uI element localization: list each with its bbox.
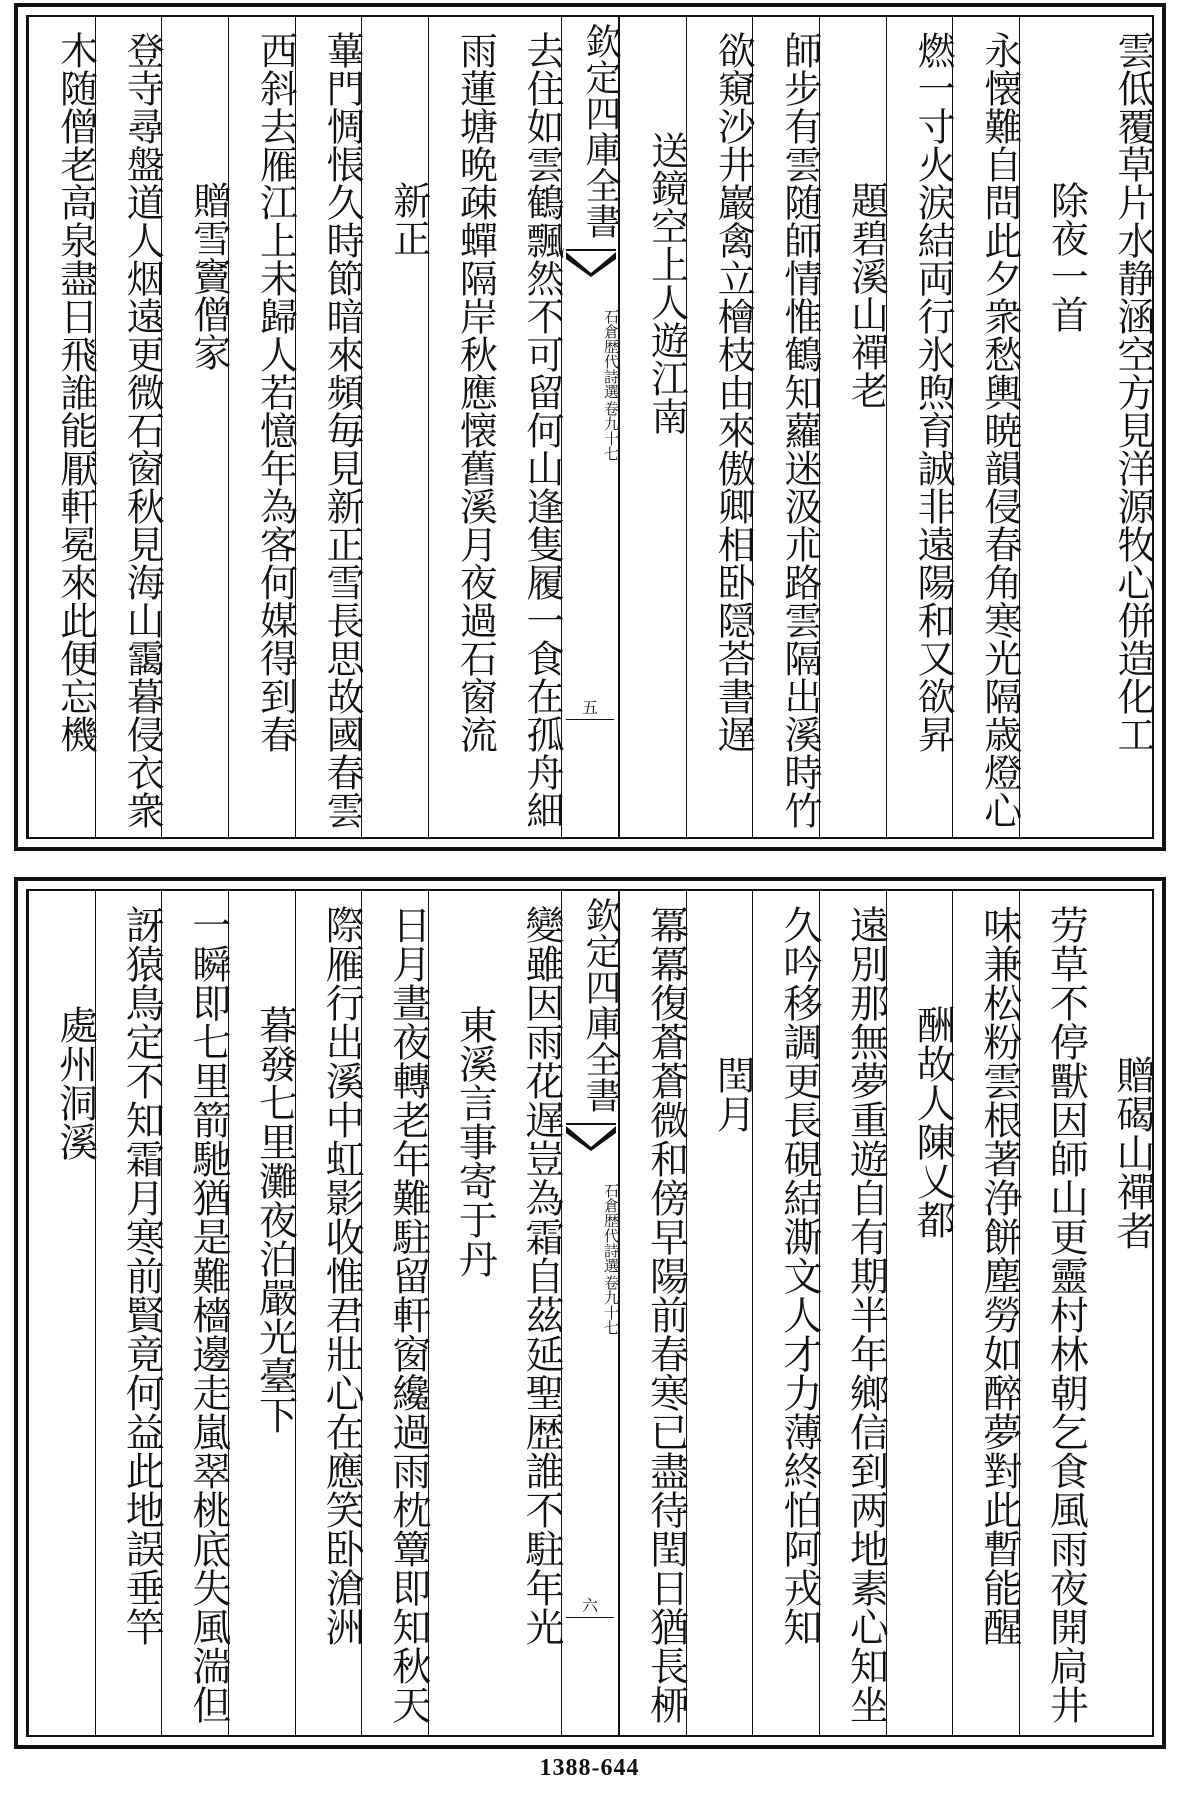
poem-line: 際雁行出溪中虹影收惟君壯心在應笑卧滄洲 <box>319 905 365 1646</box>
text-column <box>228 891 298 1735</box>
text-column <box>28 891 98 1735</box>
poem-title: 處州洞溪 <box>52 1005 98 1161</box>
text-column <box>1019 891 1089 1735</box>
text-column <box>819 17 889 837</box>
text-column <box>619 891 689 1735</box>
text-column <box>161 17 231 837</box>
bottom-page-frame <box>26 889 1154 1737</box>
book-title: 欽定四庫全書 <box>580 23 621 239</box>
poem-line: 久吟移調更長硯結澌文人才力薄終怕阿戎知 <box>776 905 822 1646</box>
top-page-frame <box>26 15 1154 839</box>
text-column <box>95 891 165 1735</box>
poem-title: 閏月 <box>710 1055 756 1133</box>
fishtail-ornament-icon <box>566 249 616 277</box>
poem-line: 永懐難自問此夕衆愁輿暁韻侵春角寒光隔歳燈心 <box>977 31 1022 829</box>
poem-line: 蓽門惆悵久時節暗來頻毎見新正雪長思故國春雲 <box>320 31 365 829</box>
text-column <box>428 17 498 837</box>
text-column <box>886 17 956 837</box>
poem-title: 贈碣山禪者 <box>1110 1055 1155 1250</box>
text-column <box>228 17 298 837</box>
poem-title: 題碧溪山禪老 <box>844 181 889 409</box>
poem-title: 新正 <box>386 181 431 257</box>
poem-title: 東溪言事寄于丹 <box>452 1005 498 1278</box>
text-column <box>952 891 1022 1735</box>
text-column <box>1085 17 1155 837</box>
text-column <box>1019 17 1089 837</box>
text-column <box>428 891 498 1735</box>
fishtail-ornament-icon <box>566 1123 616 1151</box>
collection-name: 石倉歴代詩選 <box>602 1183 620 1273</box>
text-column <box>295 891 365 1735</box>
poem-line: 遠別那無夢重遊自有期半年鄉信到两地素心知坐 <box>843 905 889 1724</box>
poem-line: 西斜去雁江上未歸人若憶年為客何媒得到春 <box>253 31 298 753</box>
poem-line: 味兼松粉雲根著浄餅塵勞如醉夢對此暫能醒 <box>976 905 1022 1646</box>
collection-name: 石倉歴代詩選 <box>602 309 620 399</box>
center-fold-column <box>561 891 619 1735</box>
poem-line: 木随僧老高泉盡日飛誰能厭軒冕來此便忘機 <box>53 31 98 753</box>
text-column <box>95 17 165 837</box>
poem-line: 登寺尋盤道人烟遠更微石窗秋見海山靄暮侵衣衆 <box>120 31 165 829</box>
text-column <box>295 17 365 837</box>
bottom-page <box>14 877 1166 1749</box>
poem-title: 暮發七里灘夜泊嚴光臺下 <box>252 1005 298 1434</box>
poem-line: 冪冪復蒼蒼微和傍早陽前春寒已盡待閏日猶長桺 <box>643 905 689 1724</box>
poem-title: 送鏡空上人遊江南 <box>644 131 689 435</box>
text-column <box>752 17 822 837</box>
text-column <box>819 891 889 1735</box>
text-column <box>494 891 564 1735</box>
text-column <box>1085 891 1155 1735</box>
text-column <box>28 17 98 837</box>
text-column <box>686 17 756 837</box>
text-column <box>886 891 956 1735</box>
text-column <box>494 17 564 837</box>
text-column <box>361 891 431 1735</box>
text-column <box>161 891 231 1735</box>
leaf-number: 六 <box>581 1596 598 1615</box>
poem-line: 雨蓮塘晩疎蟬隔岸秋應懐舊溪月夜過石窗流 <box>453 31 498 753</box>
poem-line: 去住如雲鶴飄然不可留何山逢隻履一食在孤舟細 <box>520 31 564 829</box>
poem-line: 雲低覆草片水静涵空方見洋源牧心併造化工 <box>1111 31 1155 753</box>
center-rule <box>566 1617 614 1618</box>
center-rule <box>566 719 614 720</box>
volume-number: 卷九十七 <box>602 1275 620 1335</box>
poem-line: 燃一寸火涙結両行氷煦育誠非遠陽和又欲昇 <box>911 31 956 753</box>
poem-title: 贈雪竇僧家 <box>186 181 231 371</box>
text-column <box>619 17 689 837</box>
book-subtitle <box>562 1183 618 1335</box>
page-footer-number: 1388-644 <box>539 1755 640 1781</box>
poem-title: 酬故人陳乂都 <box>910 1005 956 1239</box>
text-column <box>952 17 1022 837</box>
book-subtitle <box>562 309 618 461</box>
poem-line: 變雖因雨花遅豈為霜自茲延聖歴誰不駐年光 <box>519 905 564 1646</box>
text-column <box>361 17 431 837</box>
text-column <box>686 891 756 1735</box>
poem-line: 師步有雲随師情惟鶴知蘿迷汲朮路雲隔出溪時竹 <box>777 31 822 829</box>
text-column <box>752 891 822 1735</box>
center-fold-column <box>561 17 619 837</box>
poem-line: 訝猿鳥定不知霜月寒前賢竟何益此地誤垂竿 <box>119 905 165 1646</box>
poem-line: 一瞬即七里箭馳猶是難檣邊走嵐翠桃底失風湍但 <box>185 905 231 1724</box>
poem-title: 除夜一首 <box>1044 181 1089 333</box>
leaf-number: 五 <box>581 698 598 717</box>
poem-line: 劳草不停獸因師山更靈村林朝乞食風雨夜開扃井 <box>1043 905 1089 1724</box>
book-title: 欽定四庫全書 <box>580 897 621 1113</box>
volume-number: 卷九十七 <box>602 401 620 461</box>
poem-line: 欲窺沙井巖禽立檜枝由來傲卿相卧隠荅書遅 <box>711 31 756 753</box>
poem-line: 日月晝夜轉老年難駐留軒窗纔過雨枕簟即知秋天 <box>385 905 431 1724</box>
top-page <box>14 3 1166 851</box>
